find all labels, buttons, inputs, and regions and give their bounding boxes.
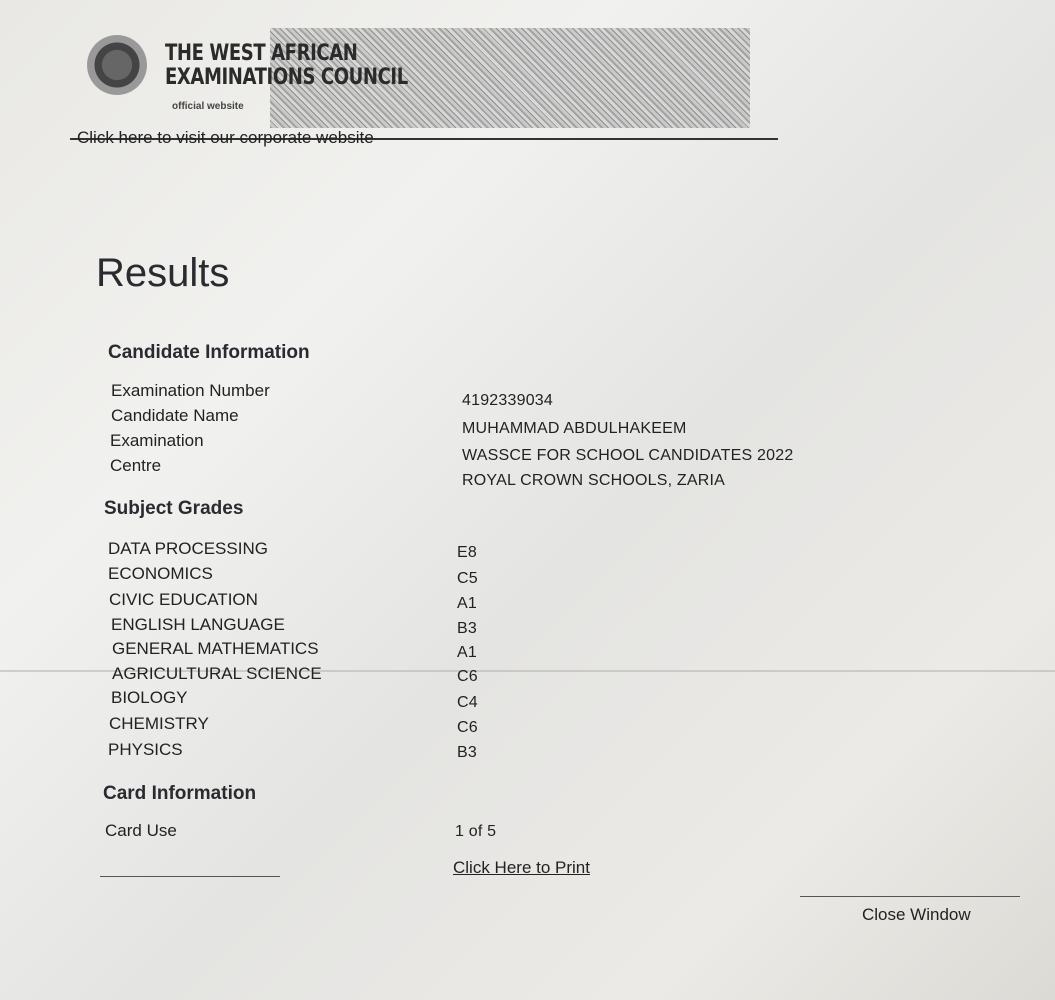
- subject-name: BIOLOGY: [111, 688, 188, 707]
- print-link[interactable]: Click Here to Print: [453, 858, 590, 877]
- field-value-candidate-name: MUHAMMAD ABDULHAKEEM: [462, 420, 687, 437]
- subject-grade: C4: [457, 694, 478, 711]
- subject-name: ENGLISH LANGUAGE: [111, 615, 285, 634]
- page-title: Results: [96, 251, 230, 295]
- subject-name: AGRICULTURAL SCIENCE: [112, 664, 322, 683]
- divider: [800, 896, 1020, 897]
- org-name-line2: EXAMINATIONS COUNCIL: [165, 65, 408, 90]
- waec-logo-icon: [82, 30, 152, 100]
- subject-grade: C6: [457, 719, 478, 736]
- subject-grade: E8: [457, 544, 477, 561]
- corporate-website-link[interactable]: Click here to visit our corporate website: [77, 128, 374, 147]
- divider: [100, 876, 280, 877]
- subject-grade: C5: [457, 570, 478, 587]
- org-name: [165, 42, 408, 90]
- subject-grade: B3: [457, 744, 477, 761]
- field-value-centre: ROYAL CROWN SCHOOLS, ZARIA: [462, 472, 726, 489]
- subject-grade: C6: [457, 668, 478, 685]
- field-value-examination: WASSCE FOR SCHOOL CANDIDATES 2022: [462, 447, 794, 464]
- field-label-centre: Centre: [110, 456, 162, 475]
- candidate-info-heading: Candidate Information: [108, 342, 310, 363]
- field-label-exam-number: Examination Number: [111, 381, 270, 400]
- subject-name: GENERAL MATHEMATICS: [112, 639, 319, 658]
- field-label-examination: Examination: [110, 431, 204, 450]
- subject-name: ECONOMICS: [108, 564, 213, 583]
- subject-grades-heading: Subject Grades: [104, 498, 244, 519]
- field-label-candidate-name: Candidate Name: [111, 406, 239, 425]
- card-info-heading: Card Information: [103, 783, 257, 804]
- subject-grade: A1: [457, 644, 477, 661]
- subject-grade: B3: [457, 620, 477, 637]
- subject-name: CHEMISTRY: [109, 714, 209, 733]
- subject-name: CIVIC EDUCATION: [109, 590, 258, 609]
- org-subtitle: official website: [172, 101, 244, 112]
- card-use-label: Card Use: [105, 821, 177, 840]
- subject-grade: A1: [457, 595, 477, 612]
- subject-name: PHYSICS: [108, 740, 183, 759]
- close-window-link[interactable]: Close Window: [862, 905, 971, 924]
- card-use-value: 1 of 5: [455, 823, 497, 840]
- subject-name: DATA PROCESSING: [108, 539, 268, 558]
- org-name-line1: THE WEST AFRICAN: [165, 41, 358, 66]
- field-value-exam-number: 4192339034: [462, 392, 553, 409]
